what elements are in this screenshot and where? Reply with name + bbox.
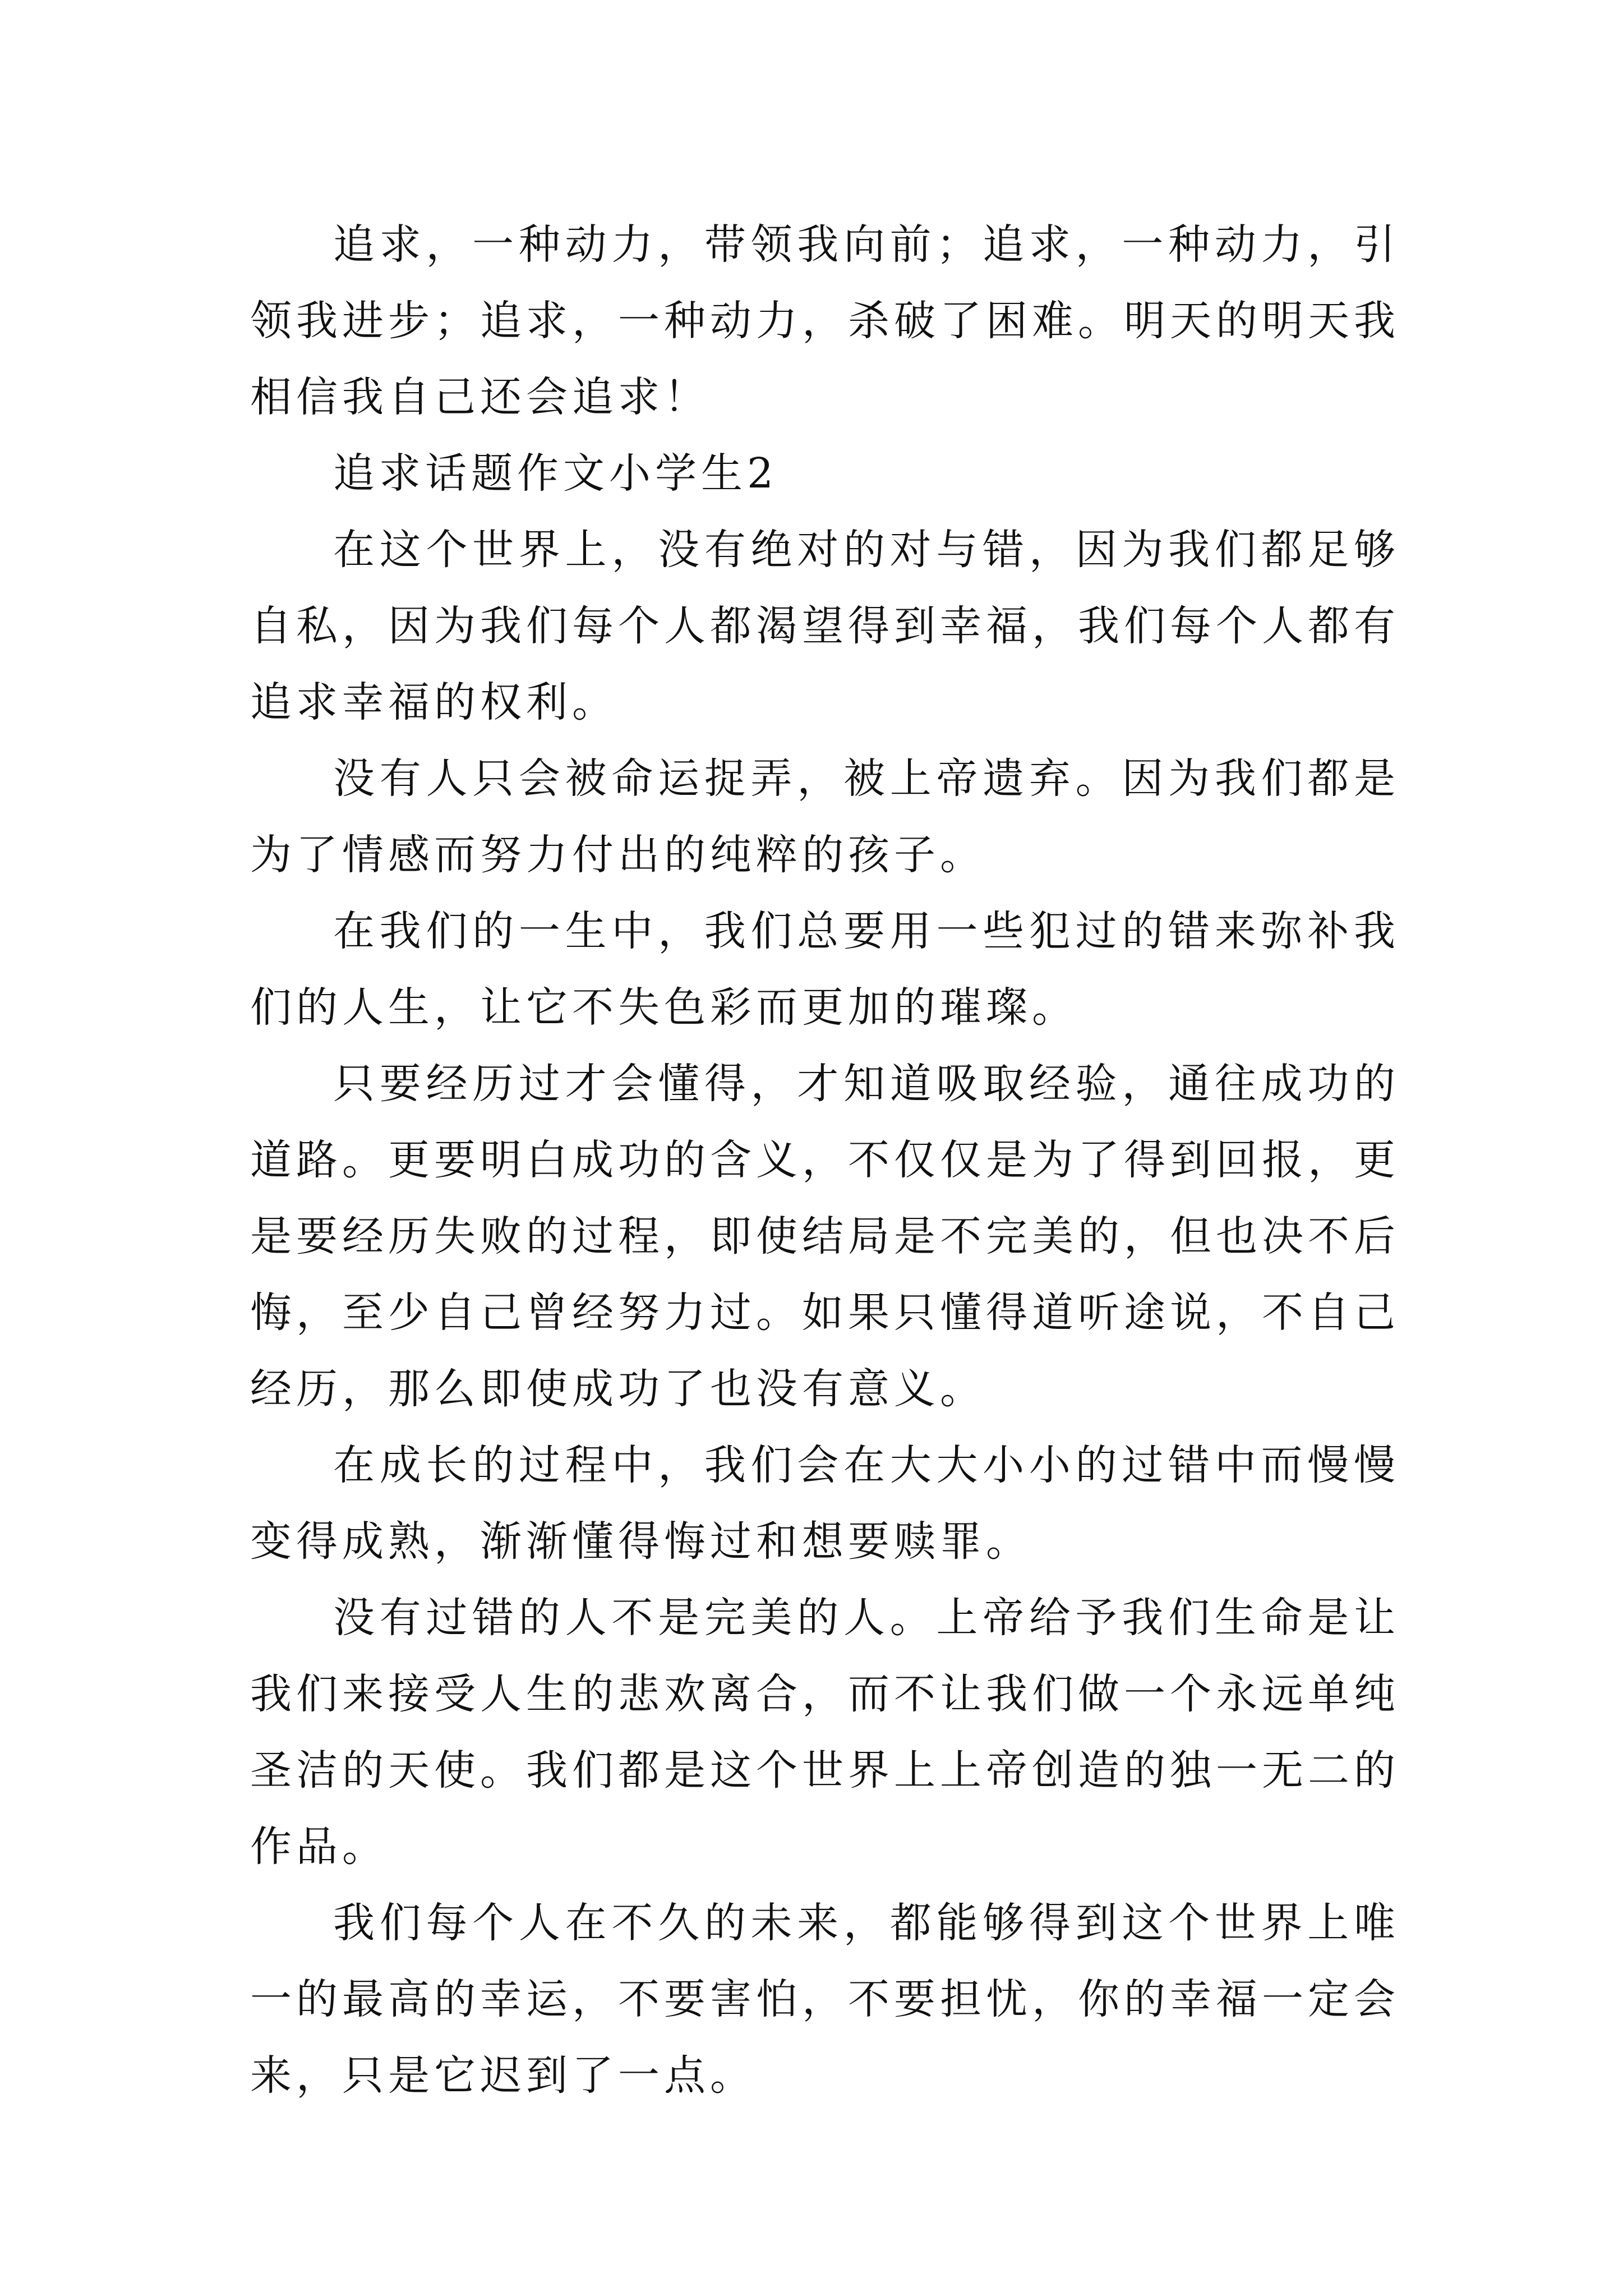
document-body xyxy=(250,206,1400,2114)
paragraph-3: 没有人只会被命运捉弄，被上帝遗弃。因为我们都是为了情感而努力付出的纯粹的孩子。 xyxy=(250,754,1400,879)
section-heading: 追求话题作文小学生2 xyxy=(333,449,778,498)
paragraph-4: 在我们的一生中，我们总要用一些犯过的错来弥补我们的人生，让它不失色彩而更加的璀璨。 xyxy=(250,907,1400,1032)
paragraph-2: 在这个世界上，没有绝对的对与错，因为我们都足够自私，因为我们每个人都渴望得到幸福，我们每个人都有追求幸福的权利。 xyxy=(250,526,1400,726)
paragraph-1: 追求，一种动力，带领我向前；追求，一种动力，引领我进步；追求，一种动力，杀破了困难。明天的明天我相信我自己还会追求！ xyxy=(250,220,1400,421)
paragraph-5: 只要经历过才会懂得，才知道吸取经验，通往成功的道路。更要明白成功的含义，不仅仅是为了得到回报，更是要经历失败的过程，即使结局是不完美的，但也决不后悔，至少自己曾经努力过。如果只懂得道听途说，不自己经历，那么即使成功了也没有意义。 xyxy=(250,1060,1400,1413)
paragraph-7: 没有过错的人不是完美的人。上帝给予我们生命是让我们来接受人生的悲欢离合，而不让我们做一个永远单纯圣洁的天使。我们都是这个世界上上帝创造的独一无二的作品。 xyxy=(250,1594,1400,1871)
paragraph-6: 在成长的过程中，我们会在大大小小的过错中而慢慢变得成熟，渐渐懂得悔过和想要赎罪。 xyxy=(250,1441,1400,1566)
paragraph-8: 我们每个人在不久的未来，都能够得到这个世界上唯一的最高的幸运，不要害怕，不要担忧，你的幸福一定会来，只是它迟到了一点。 xyxy=(250,1899,1400,2100)
